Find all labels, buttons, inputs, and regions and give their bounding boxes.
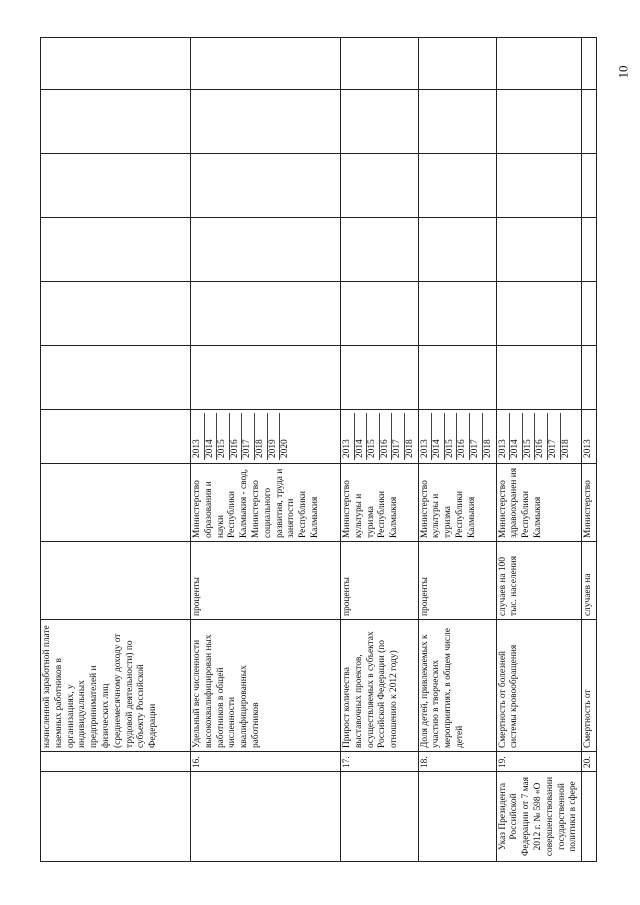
value-cell: [341, 154, 419, 218]
value-cell: [496, 154, 582, 218]
value-cell: [418, 90, 496, 154]
unit-cell: проценты: [191, 542, 341, 620]
year-entry: 2015: [523, 413, 536, 460]
indicator-cell: Смертность от: [582, 620, 597, 752]
table-row: [41, 38, 191, 862]
rotated-table-area: [40, 38, 600, 862]
page-number: 10: [615, 65, 631, 79]
value-cell: [191, 154, 341, 218]
year-entry: 2017: [242, 413, 255, 460]
value-cell: [191, 90, 341, 154]
value-cell: [418, 218, 496, 282]
value-cell: [582, 282, 597, 346]
indicator-cell: Смертность от болезней системы кровообращения: [496, 620, 582, 752]
table-row: [418, 38, 496, 862]
decree-cell: [341, 772, 419, 862]
row-number: 19.: [496, 752, 582, 772]
value-cell: [418, 282, 496, 346]
value-cell: [191, 38, 341, 90]
indicator-cell: Доля детей, привлекаемых к участию в творческих мероприятиях, в общем числе детей: [418, 620, 496, 752]
year-entry: 2016: [457, 413, 470, 460]
row-number: 17.: [341, 752, 419, 772]
year-entry: 2014: [510, 413, 523, 460]
executor-cell: Министерство образования и науки Республики Калмыкия - свод, Министерство социального развития, труда и занятости Республики Калмыкия: [191, 464, 341, 542]
year-entry: 2016: [535, 413, 548, 460]
value-cell: [496, 38, 582, 90]
value-cell: [41, 282, 191, 346]
executor-cell: [41, 464, 191, 542]
unit-cell: проценты: [341, 542, 419, 620]
value-cell: [41, 154, 191, 218]
year-entry: 2019: [268, 413, 281, 460]
value-cell: [341, 90, 419, 154]
value-cell: [41, 38, 191, 90]
year-entry: 2020: [280, 439, 291, 458]
year-entry: 2013: [583, 439, 594, 458]
row-number: [41, 752, 191, 772]
table-row: [341, 38, 419, 862]
row-number: 18.: [418, 752, 496, 772]
value-cell: [582, 218, 597, 282]
years-cell: [341, 410, 419, 464]
executor-cell: Министерство культуры и туризма Республики Калмыкия: [418, 464, 496, 542]
year-entry: 2013: [498, 413, 511, 460]
year-entry: 2017: [392, 413, 405, 460]
value-cell: [41, 346, 191, 410]
row-number: 20.: [582, 752, 597, 772]
row-number: 16.: [191, 752, 341, 772]
unit-cell: проценты: [418, 542, 496, 620]
value-cell: [582, 90, 597, 154]
executor-cell: Министерство культуры и туризма Республики Калмыкия: [341, 464, 419, 542]
value-cell: [582, 346, 597, 410]
decree-cell: [191, 772, 341, 862]
unit-cell: [41, 542, 191, 620]
table-row: [582, 38, 597, 862]
executor-cell: Министерство: [582, 464, 597, 542]
value-cell: [341, 38, 419, 90]
decree-cell: [418, 772, 496, 862]
value-cell: [341, 282, 419, 346]
year-entry: 2016: [380, 413, 393, 460]
value-cell: [341, 218, 419, 282]
value-cell: [418, 346, 496, 410]
year-entry: 2015: [445, 413, 458, 460]
table-rotated-container: [40, 38, 600, 862]
unit-cell: случаев на 100 тыс. населения: [496, 542, 582, 620]
year-entry: 2013: [420, 413, 433, 460]
value-cell: [191, 346, 341, 410]
year-entry: 2017: [470, 413, 483, 460]
value-cell: [191, 282, 341, 346]
indicators-table: [40, 37, 597, 862]
year-entry: 2014: [355, 413, 368, 460]
year-entry: 2014: [432, 413, 445, 460]
year-entry: 2016: [230, 413, 243, 460]
table-row: [496, 38, 582, 862]
table-body: [41, 38, 597, 862]
executor-cell: Министерство здравоохранен ия Республики Калмыкия: [496, 464, 582, 542]
value-cell: [418, 38, 496, 90]
year-entry: 2013: [192, 413, 205, 460]
value-cell: [496, 90, 582, 154]
value-cell: [41, 218, 191, 282]
value-cell: [496, 218, 582, 282]
years-cell: [418, 410, 496, 464]
decree-cell: [582, 772, 597, 862]
year-entry: 2018: [482, 439, 493, 458]
year-entry: 2018: [404, 439, 415, 458]
year-entry: 2013: [342, 413, 355, 460]
years-cell: [191, 410, 341, 464]
value-cell: [582, 154, 597, 218]
value-cell: [341, 346, 419, 410]
indicator-cell: Удельный вес численности высококвалифицирован ных работников в общей численности квалифицированных работников: [191, 620, 341, 752]
year-entry: 2015: [217, 413, 230, 460]
value-cell: [418, 154, 496, 218]
value-cell: [496, 346, 582, 410]
year-entry: 2017: [548, 413, 561, 460]
year-entry: 2018: [560, 439, 571, 458]
year-entry: 2015: [367, 413, 380, 460]
years-cell: [582, 410, 597, 464]
year-entry: 2018: [255, 413, 268, 460]
table-row: [191, 38, 341, 862]
value-cell: [582, 38, 597, 90]
value-cell: [496, 282, 582, 346]
years-cell: [41, 410, 191, 464]
unit-cell: случаев на: [582, 542, 597, 620]
indicator-cell: Прирост количества выставочных проектов, осуществляемых в субъектах Российской Федерации (по отношению к 2012 году): [341, 620, 419, 752]
indicator-cell: начисленной заработной плате наемных работников в организациях, у индивидуальных предпринимателей и физических лиц (среднемесячному доходу от трудовой деятельности) по субъекту Российской Федерации: [41, 620, 191, 752]
years-cell: [496, 410, 582, 464]
value-cell: [191, 218, 341, 282]
decree-cell: Указ Президента Российской Федерации от 7 мая 2012 г. № 598 «О совершенствовании государственной политики в сфере: [496, 772, 582, 862]
year-entry: 2014: [205, 413, 218, 460]
value-cell: [41, 90, 191, 154]
decree-cell: [41, 772, 191, 862]
